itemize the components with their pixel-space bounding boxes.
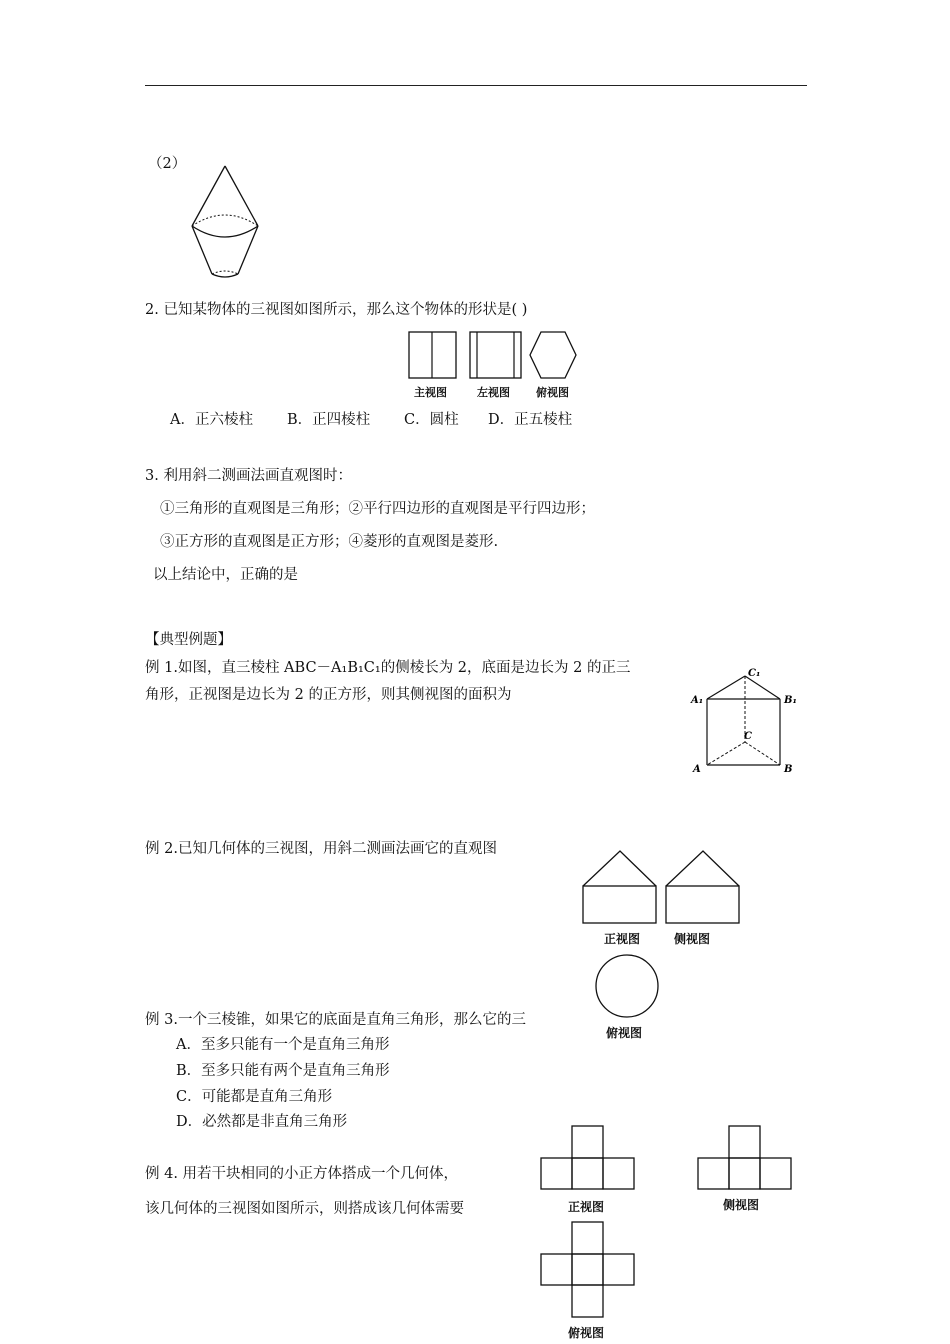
ex3-option-d: D．必然都是非直角三角形	[176, 1114, 348, 1130]
double-cone-figure	[185, 164, 265, 280]
ex3-option-b: B．至多只能有两个是直角三角形	[176, 1063, 390, 1079]
vertex-label-b1: B₁	[784, 695, 797, 706]
ex3-option-a: A．至多只能有一个是直角三角形	[176, 1037, 390, 1053]
q2-stem: 2. 已知某物体的三视图如图所示，那么这个物体的形状是( )	[145, 302, 528, 318]
header-rule	[145, 85, 807, 86]
ex2-side-view	[665, 849, 741, 925]
q3-conclusion: 以上结论中，正确的是	[153, 567, 298, 583]
q3-stem: 3. 利用斜二测画法画直观图时：	[145, 468, 352, 484]
ex4-view-label: 正视图	[568, 1200, 605, 1214]
q2-view-label: 主视图	[414, 386, 447, 399]
vertex-label-b: B	[784, 764, 793, 775]
triangular-prism-figure	[690, 664, 805, 776]
q2-side-view	[469, 331, 523, 379]
vertex-label-a1: A₁	[691, 695, 704, 706]
vertex-label-a: A	[693, 764, 701, 775]
ex2-view-label: 侧视图	[674, 932, 711, 946]
ex4-line1: 例 4. 用若干块相同的小正方体搭成一个几何体，	[145, 1166, 459, 1182]
ex4-view-label: 侧视图	[723, 1198, 760, 1212]
section-title: 【典型例题】	[145, 632, 232, 648]
ex2-stem: 例 2.已知几何体的三视图，用斜二测画法画它的直观图	[145, 841, 497, 857]
q3-line2: ③正方形的直观图是正方形；④菱形的直观图是菱形.	[160, 534, 499, 550]
ex4-side-view	[697, 1125, 793, 1191]
ex4-view-label: 俯视图	[568, 1326, 605, 1340]
q2-view-label: 左视图	[477, 386, 510, 399]
q2-top-view-hexagon	[528, 331, 578, 379]
ex4-top-view	[540, 1221, 636, 1321]
vertex-label-c: C	[744, 731, 752, 742]
ex1-line2: 角形，正视图是边长为 2 的正方形，则其侧视图的面积为	[145, 687, 512, 703]
ex2-top-view-circle	[594, 953, 660, 1019]
q2-front-view	[408, 331, 458, 379]
ex3-option-c: C．可能都是直角三角形	[176, 1089, 333, 1105]
q2-option-b: B．正四棱柱	[287, 412, 371, 428]
vertex-label-c1: C₁	[748, 668, 761, 679]
q2-option-a: A．正六棱柱	[170, 412, 253, 428]
ex1-line1: 例 1.如图，直三棱柱 ABC－A₁B₁C₁的侧棱长为 2，底面是边长为 2 的正三	[145, 660, 631, 676]
ex3-stem: 例 3.一个三棱锥，如果它的底面是直角三角形，那么它的三	[145, 1012, 526, 1028]
ex4-line2: 该几何体的三视图如图所示，则搭成该几何体需要	[145, 1201, 464, 1217]
ex2-view-label: 俯视图	[606, 1026, 643, 1040]
q2-option-d: D．正五棱柱	[488, 412, 573, 428]
ex2-front-view	[582, 849, 658, 925]
ex2-view-label: 正视图	[604, 932, 641, 946]
q3-line1: ①三角形的直观图是三角形；②平行四边形的直观图是平行四边形；	[160, 501, 595, 517]
q2-option-c: C．圆柱	[404, 412, 459, 428]
q1-label: （2）	[148, 156, 187, 172]
ex4-front-view	[540, 1125, 636, 1191]
q2-view-label: 俯视图	[536, 386, 569, 399]
